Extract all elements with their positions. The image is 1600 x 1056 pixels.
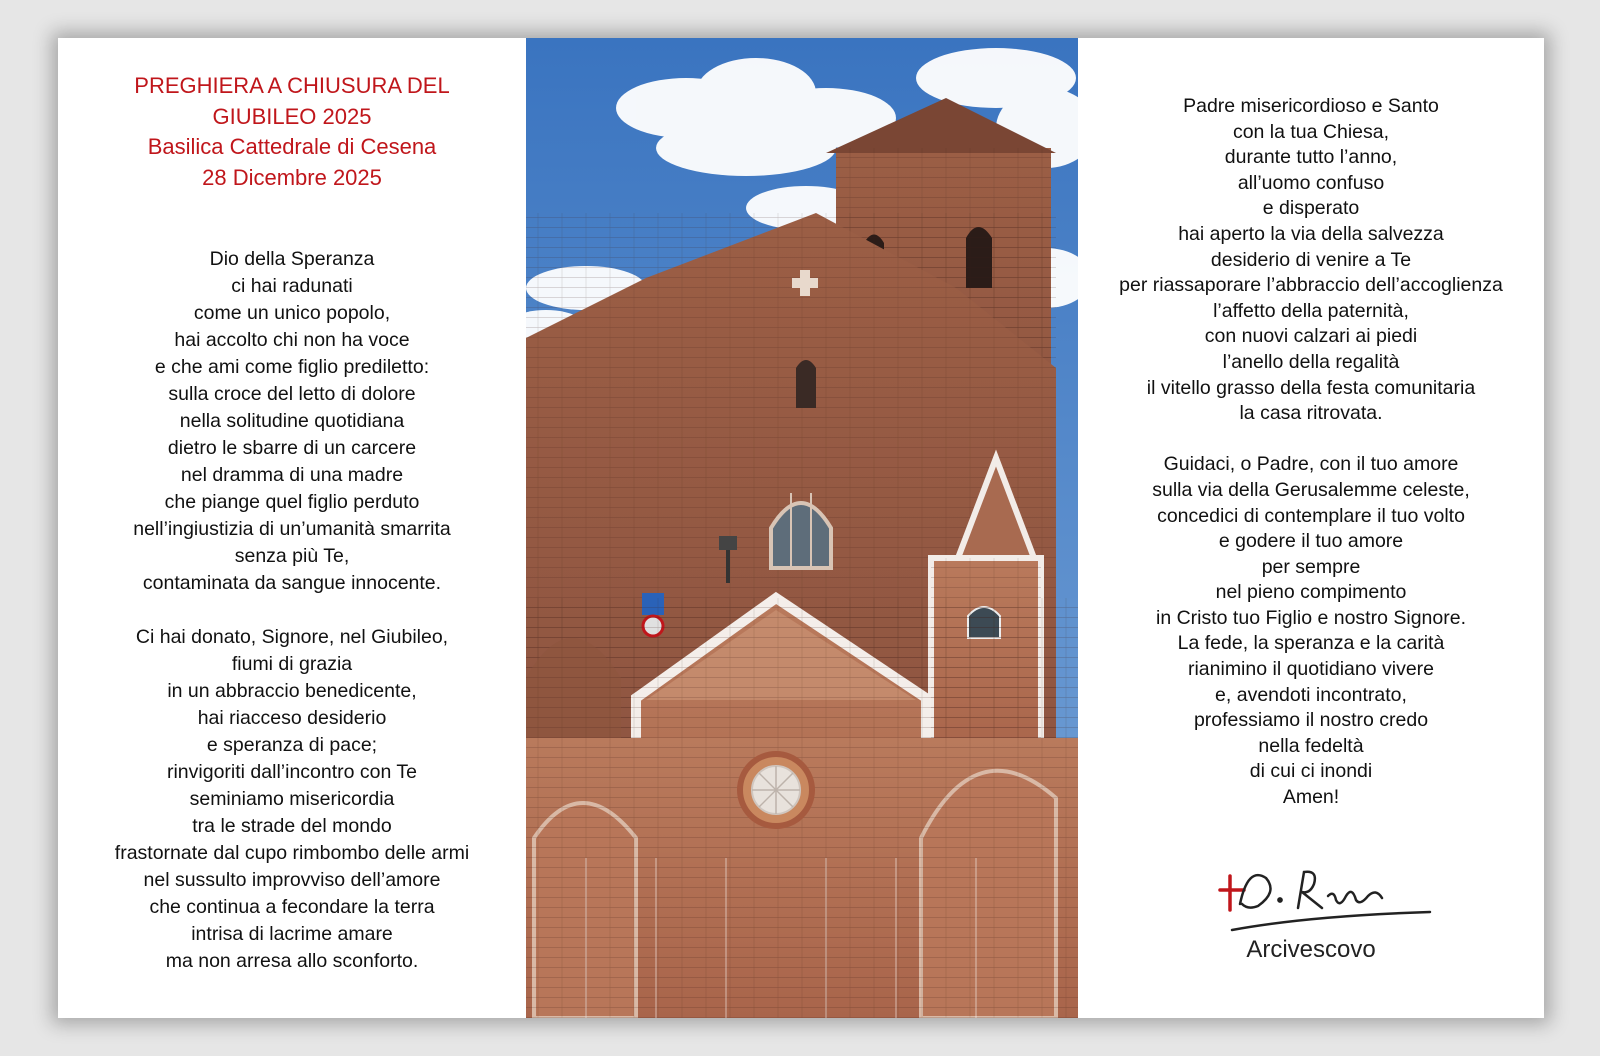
prayer-card bbox=[58, 38, 1544, 1018]
poem-line: che continua a fecondare la terra bbox=[149, 896, 435, 918]
poem-line: frastornate dal cupo rimbombo delle armi bbox=[114, 842, 470, 864]
left-poem bbox=[58, 246, 526, 975]
poem-line: nella fedeltà bbox=[1258, 734, 1364, 757]
title-line-3: Basilica Cattedrale di Cesena bbox=[147, 134, 437, 159]
poem-line: e disperato bbox=[1262, 197, 1360, 220]
poem-line: che piange quel figlio perduto bbox=[164, 491, 420, 513]
poem-line: in Cristo tuo Figlio e nostro Signore. bbox=[1156, 606, 1466, 629]
poem-line: con la tua Chiesa, bbox=[1232, 120, 1390, 143]
right-column bbox=[1078, 38, 1544, 1018]
poem-line: concedici di contemplare il tuo volto bbox=[1157, 504, 1465, 527]
poem-line: per riassaporare l’abbraccio dell’accoglienza bbox=[1119, 274, 1503, 297]
poem-line: Amen! bbox=[1282, 786, 1340, 809]
poem-line: hai accolto chi non ha voce bbox=[174, 329, 410, 351]
poem-line: professiamo il nostro credo bbox=[1193, 709, 1429, 732]
poem-line: Ci hai donato, Signore, nel Giubileo, bbox=[135, 626, 449, 648]
poem-line: durante tutto l’anno, bbox=[1224, 146, 1398, 169]
title-line-4: 28 Dicembre 2025 bbox=[202, 164, 382, 190]
poem-line: l’affetto della paternità, bbox=[1213, 299, 1409, 322]
poem-line: nell’ingiustizia di un’umanità smarrita bbox=[133, 518, 451, 540]
poem-line: seminiamo misericordia bbox=[189, 788, 395, 810]
poem-line: e, avendoti incontrato, bbox=[1215, 683, 1407, 706]
signature-role: Arcivescovo bbox=[1246, 936, 1376, 963]
poem-line: Padre misericordioso e Santo bbox=[1183, 95, 1439, 117]
title-line-2: GIUBILEO 2025 bbox=[212, 103, 372, 129]
poem-line: dietro le sbarre di un carcere bbox=[167, 437, 417, 459]
poem-line: nel pieno compimento bbox=[1215, 581, 1407, 604]
poem-line: sulla via della Gerusalemme celeste, bbox=[1152, 478, 1470, 501]
poem-line: tra le strade del mondo bbox=[192, 815, 392, 837]
poem-line: l’anello della regalità bbox=[1222, 350, 1400, 373]
poem-line: Dio della Speranza bbox=[209, 248, 375, 270]
poem-line: e che ami come figlio prediletto: bbox=[154, 356, 430, 378]
poem-line: Guidaci, o Padre, con il tuo amore bbox=[1163, 453, 1459, 476]
poem-line: rinvigoriti dall’incontro con Te bbox=[166, 761, 417, 783]
poem-line: nella solitudine quotidiana bbox=[179, 410, 405, 432]
poem-line: con nuovi calzari ai piedi bbox=[1204, 325, 1418, 348]
poem-line: fiumi di grazia bbox=[231, 653, 353, 675]
poem-line bbox=[1078, 427, 1544, 453]
poem-line: in un abbraccio benedicente, bbox=[167, 680, 417, 702]
poem-line: di cui ci inondi bbox=[1249, 760, 1373, 783]
poem-line: come un unico popolo, bbox=[193, 302, 391, 324]
poem-line: intrisa di lacrime amare bbox=[191, 923, 393, 945]
poem-line: desiderio di venire a Te bbox=[1210, 248, 1412, 271]
poem-line: senza più Te, bbox=[234, 545, 350, 567]
signature-image bbox=[1218, 856, 1438, 936]
poem-line: hai riacceso desiderio bbox=[197, 707, 387, 729]
poem-line: e speranza di pace; bbox=[206, 734, 378, 756]
poem-line: La fede, la speranza e la carità bbox=[1177, 632, 1445, 655]
poem-line: contaminata da sangue innocente. bbox=[142, 572, 442, 594]
left-column bbox=[58, 38, 526, 1018]
poem-line: ma non arresa allo sconforto. bbox=[165, 950, 419, 972]
cathedral-photo bbox=[526, 38, 1078, 1018]
poem-line: il vitello grasso della festa comunitaria bbox=[1146, 376, 1476, 399]
poem-line: per sempre bbox=[1261, 555, 1361, 578]
poem-line: nel sussulto improvviso dell’amore bbox=[143, 869, 441, 891]
poem-line: rianimino il quotidiano vivere bbox=[1187, 658, 1435, 681]
title-line-1: PREGHIERA A CHIUSURA DEL bbox=[134, 73, 450, 98]
poem-line: sulla croce del letto di dolore bbox=[168, 383, 416, 405]
poem-line: nel dramma di una madre bbox=[180, 464, 404, 486]
poem-line: all’uomo confuso bbox=[1237, 171, 1385, 194]
poem-line: hai aperto la via della salvezza bbox=[1178, 222, 1444, 245]
poem-line: ci hai radunati bbox=[231, 275, 353, 297]
poem-line: e godere il tuo amore bbox=[1218, 530, 1404, 553]
prayer-title bbox=[58, 71, 526, 193]
poem-line: la casa ritrovata. bbox=[1239, 402, 1383, 425]
poem-line bbox=[58, 597, 526, 624]
right-poem bbox=[1078, 94, 1544, 811]
